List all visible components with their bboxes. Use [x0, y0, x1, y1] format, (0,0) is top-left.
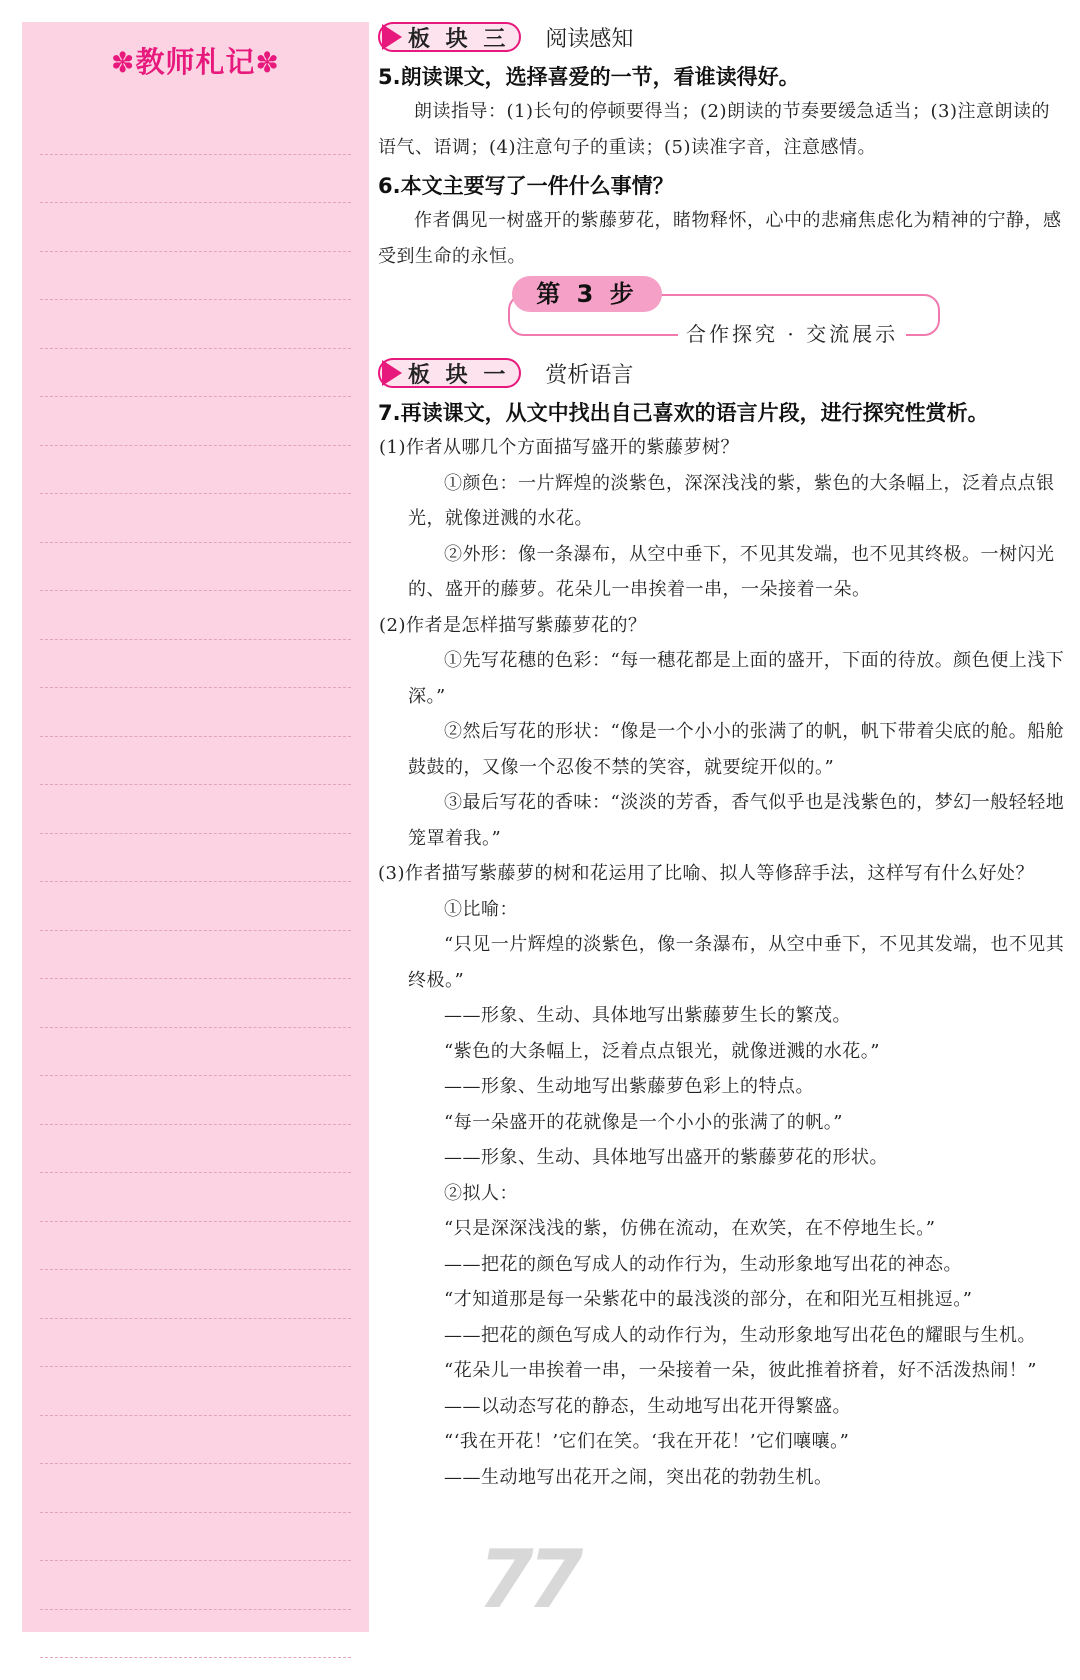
- note-line: [40, 252, 351, 301]
- quote-text: “才知道那是每一朵紫花中的最浅淡的部分，在和阳光互相挑逗。”: [444, 1289, 973, 1310]
- note-line: [40, 543, 351, 592]
- note-line: [40, 785, 351, 834]
- comment-text: ——以动态写花的静态，生动地写出花开得繁盛。: [444, 1395, 851, 1417]
- question-7: 7.再读课文，从文中找出自己喜欢的语言片段，进行探究性赏析。: [378, 401, 989, 425]
- section-badge: [378, 358, 521, 388]
- comment-text: ——形象、生动、具体地写出盛开的紫藤萝花的形状。: [444, 1147, 888, 1168]
- teacher-notes-panel: [22, 22, 369, 1632]
- note-line: [40, 882, 351, 931]
- play-triangle-icon: [382, 360, 402, 386]
- note-line: [40, 1173, 351, 1222]
- note-line: [40, 1125, 351, 1174]
- note-line: [40, 640, 351, 689]
- note-line: [40, 1610, 351, 1659]
- note-line: [40, 155, 351, 204]
- step-banner: [378, 276, 1068, 346]
- note-line: [40, 1416, 351, 1465]
- quote-text: “紫色的大条幅上，泛着点点银光，就像迸溅的水花。”: [444, 1040, 880, 1062]
- note-line: [40, 591, 351, 640]
- note-line: [40, 1222, 351, 1271]
- answer-5: 朗读指导：(1)长句的停顿要得当；(2)朗读的节奏要缓急适当；(3)注意朗读的语气、语调；(4)注意句子的重读；(5)读准字音，注意感情。: [378, 101, 1050, 158]
- answer-text: ②外形：像一条瀑布，从空中垂下，不见其发端，也不见其终极。一树闪光的、盛开的藤萝。花朵儿一串挨着一串，一朵接着一朵。: [408, 543, 1055, 600]
- quote-text: “花朵儿一串挨着一串，一朵接着一朵，彼此推着挤着，好不活泼热闹！”: [444, 1360, 1037, 1381]
- personification-heading: ②拟人：: [444, 1182, 518, 1204]
- main-content: [378, 18, 1068, 1495]
- note-line: [40, 1513, 351, 1562]
- note-line: [40, 1076, 351, 1125]
- note-line: [40, 1561, 351, 1610]
- answer-text: ①先写花穗的色彩：“每一穗花都是上面的盛开，下面的待放。颜色便上浅下深。”: [408, 650, 1065, 707]
- step-subtitle: 合作探究 · 交流展示: [678, 318, 906, 347]
- quote-text: “‘我在开花！’它们在笑。‘我在开花！’它们嚷嚷。”: [444, 1431, 850, 1452]
- comment-text: ——生动地写出花开之闹，突出花的勃勃生机。: [444, 1466, 833, 1488]
- page-number: 77: [478, 1533, 578, 1626]
- note-line: [40, 1270, 351, 1319]
- section-header: [378, 18, 1068, 56]
- flower-icon: ✽: [255, 46, 280, 79]
- comment-text: ——把花的颜色写成人的动作行为，生动形象地写出花色的耀眼与生机。: [444, 1324, 1036, 1346]
- question-6: 6.本文主要写了一件什么事情？: [378, 174, 674, 198]
- note-line: [40, 834, 351, 883]
- note-line: [40, 106, 351, 155]
- note-line: [40, 1319, 351, 1368]
- answer-text: ②然后写花的形状：“像是一个小小的张满了的帆，帆下带着尖底的舱。船舱鼓鼓的，又像一个忍俊不禁的笑容，就要绽开似的。”: [408, 721, 1065, 778]
- comment-text: ——把花的颜色写成人的动作行为，生动形象地写出花的神态。: [444, 1253, 962, 1275]
- comment-text: ——形象、生动地写出紫藤萝色彩上的特点。: [444, 1076, 814, 1097]
- section-title: 阅读感知: [545, 26, 634, 52]
- comment-text: ——形象、生动、具体地写出紫藤萝生长的繁茂。: [444, 1005, 851, 1026]
- notes-title-text: 教师札记: [135, 45, 256, 79]
- metaphor-heading: ①比喻：: [444, 898, 518, 920]
- play-triangle-icon: [382, 24, 402, 50]
- section-header: [378, 354, 1068, 392]
- note-line: [40, 979, 351, 1028]
- section-badge: [378, 22, 521, 52]
- section-title: 赏析语言: [545, 362, 634, 388]
- answer-text: ③最后写花的香味：“淡淡的芳香，香气似乎也是浅紫色的，梦幻一般轻轻地笼罩着我。”: [408, 792, 1065, 849]
- sub-question-3: (3)作者描写紫藤萝的树和花运用了比喻、拟人等修辞手法，这样写有什么好处？: [378, 863, 1034, 884]
- note-line: [40, 1367, 351, 1416]
- note-line: [40, 1464, 351, 1513]
- sub-question-1: (1)作者从哪几个方面描写盛开的紫藤萝树？: [379, 437, 739, 458]
- note-line: [40, 688, 351, 737]
- answer-6: 作者偶见一树盛开的紫藤萝花，睹物释怀，心中的悲痛焦虑化为精神的宁静，感受到生命的永恒。: [378, 210, 1062, 267]
- note-line: [40, 931, 351, 980]
- answer-text: ①颜色：一片辉煌的淡紫色，深深浅浅的紫，紫色的大条幅上，泛着点点银光，就像迸溅的水花。: [408, 472, 1055, 529]
- flower-icon: ✽: [111, 46, 136, 79]
- question-5: 5.朗读课文，选择喜爱的一节，看谁读得好。: [378, 65, 800, 89]
- note-line: [40, 446, 351, 495]
- quote-text: “只见一片辉煌的淡紫色，像一条瀑布，从空中垂下，不见其发端，也不见其终极。”: [408, 934, 1065, 991]
- sub-question-2: (2)作者是怎样描写紫藤萝花的？: [379, 614, 647, 636]
- note-line: [40, 494, 351, 543]
- note-lines: [40, 106, 351, 1658]
- step-label: 第 3 步: [512, 276, 662, 312]
- note-line: [40, 203, 351, 252]
- section-badge-label: 板 块 三: [408, 26, 510, 52]
- note-line: [40, 737, 351, 786]
- quote-text: “只是深深浅浅的紫，仿佛在流动，在欢笑，在不停地生长。”: [444, 1218, 936, 1239]
- notes-title: [22, 40, 369, 80]
- section-badge-label: 板 块 一: [408, 362, 510, 388]
- note-line: [40, 349, 351, 398]
- quote-text: “每一朵盛开的花就像是一个小小的张满了的帆。”: [444, 1111, 843, 1133]
- note-line: [40, 397, 351, 446]
- note-line: [40, 300, 351, 349]
- note-line: [40, 1028, 351, 1077]
